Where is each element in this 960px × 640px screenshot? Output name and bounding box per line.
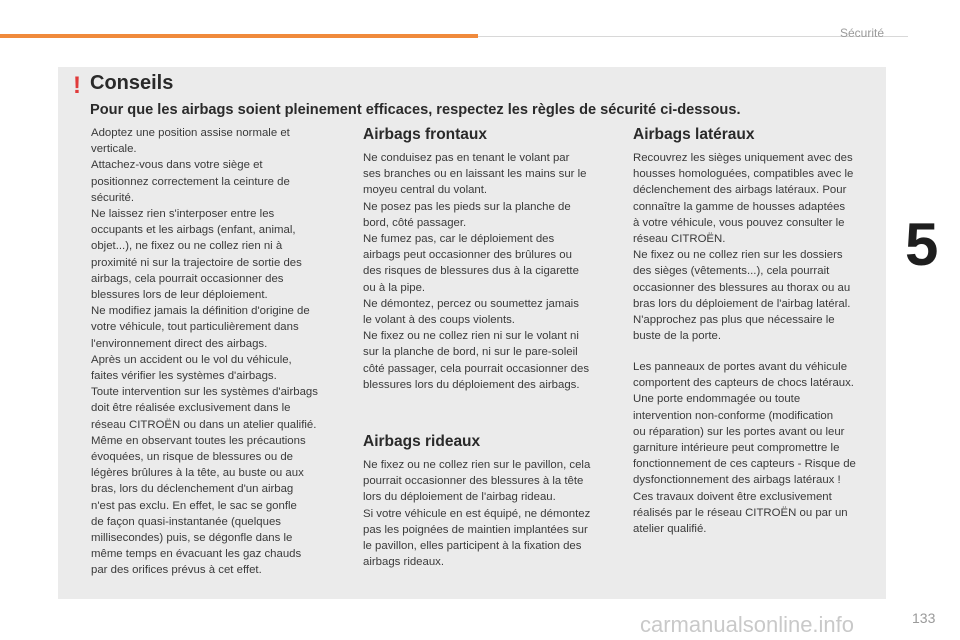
text-line: moyeu central du volant.	[363, 184, 488, 197]
text-line: ses branches ou en laissant les mains sur le	[363, 168, 587, 181]
text-line: côté passager, cela pourrait occasionner des	[363, 362, 590, 375]
text-line: verticale.	[91, 143, 137, 156]
text-line: le pavillon, elles participent à la fixation des	[363, 540, 582, 553]
text-line: l'environnement direct des airbags.	[91, 337, 268, 350]
text-line: déclenchement des airbags latéraux. Pour	[633, 184, 847, 197]
text-line: réseau CITROËN ou dans un atelier qualifié.	[91, 418, 317, 431]
text-line: atelier qualifié.	[633, 523, 707, 536]
chapter-number: 5	[905, 211, 939, 278]
section-color-bar	[0, 34, 478, 38]
text-line: pas les poignées de maintien implantées sur	[363, 523, 588, 536]
text-line: des sièges (vêtements...), cela pourrait	[633, 265, 830, 278]
page-number: 133	[912, 610, 936, 626]
frontal-airbags-text	[363, 150, 625, 393]
text-line: réalisés par le réseau CITROËN ou par un	[633, 506, 848, 519]
text-line: sur la planche de bord, ni sur le pare-soleil	[363, 346, 578, 359]
text-line: comportent des capteurs de chocs latéraux.	[633, 377, 854, 390]
text-line: Ne démontez, percez ou soumettez jamais	[363, 297, 579, 310]
text-line: Ne fixez ou ne collez rien ni sur le volant ni	[363, 330, 579, 343]
panel-title: Conseils	[90, 72, 174, 94]
panel-subtitle: Pour que les airbags soient pleinement efficaces, respectez les règles de sécurité ci-dessous.	[90, 102, 741, 118]
text-line: proximité ni sur la trajectoire de sortie des	[91, 256, 302, 269]
text-line: Ces travaux doivent être exclusivement	[633, 490, 832, 503]
text-line: airbags peut occasionner des brûlures ou	[363, 249, 572, 262]
text-line: Ne conduisez pas en tenant le volant par	[363, 152, 570, 164]
text-line: Ne fixez ou ne collez rien sur les dossiers	[633, 249, 843, 262]
door-sensors-text	[633, 359, 883, 537]
watermark: carmanualsonline.info	[640, 612, 855, 637]
text-line: par des orifices prévus à cet effet.	[91, 564, 262, 577]
text-line: dysfonctionnement des airbags latéraux !	[633, 474, 841, 487]
text-line: ou réparation) sur les portes avant ou leur	[633, 425, 845, 438]
text-line: airbags rideaux.	[363, 556, 445, 569]
text-line: réseau CITROËN.	[633, 233, 726, 246]
text-line: positionnez correctement la ceinture de	[91, 175, 290, 188]
text-line: le volant à des coups violents.	[363, 314, 515, 327]
general-advice-text	[91, 125, 353, 579]
text-line: Adoptez une position assise normale et	[91, 127, 290, 139]
text-line: Attachez-vous dans votre siège et	[91, 159, 263, 172]
text-line: Si votre véhicule en est équipé, ne démontez	[363, 507, 591, 520]
text-line: objet...), ne fixez ou ne collez rien ni à	[91, 240, 283, 253]
text-line: Même en observant toutes les précautions	[91, 434, 306, 447]
curtain-airbags-heading: Airbags rideaux	[363, 433, 481, 450]
text-line: housses homologuées, compatibles avec le	[633, 168, 854, 181]
text-line: même temps en évacuant les gaz chauds	[91, 548, 302, 561]
text-line: bras lors du déploiement de l'airbag latéral.	[633, 297, 851, 310]
text-line: garniture intérieure peut compromettre le	[633, 442, 840, 455]
text-line: intervention non-conforme (modification	[633, 409, 834, 422]
text-line: sécurité.	[91, 191, 135, 204]
text-line: airbags, cela pourrait occasionner des	[91, 272, 284, 285]
text-line: fonctionnement de ces capteurs - Risque de	[633, 458, 856, 471]
text-line: occasionner des blessures au thorax ou au	[633, 281, 851, 294]
text-line: Ne fixez ou ne collez rien sur le pavillon, cela	[363, 459, 591, 471]
text-line: Une porte endommagée ou toute	[633, 393, 801, 406]
text-line: blessures lors de leur déploiement.	[91, 289, 268, 302]
text-line: bras, lors du déclenchement d'un airbag	[91, 483, 294, 496]
text-line: N'approchez pas plus que nécessaire le	[633, 314, 835, 327]
text-line: Ne posez pas les pieds sur la planche de	[363, 200, 571, 213]
text-line: à votre véhicule, vous pouvez consulter le	[633, 216, 845, 229]
section-title: Sécurité	[839, 26, 884, 40]
text-line: des risques de blessures dus à la cigarette	[363, 265, 579, 278]
side-airbags-heading: Airbags latéraux	[633, 126, 755, 143]
text-line: ou à la pipe.	[363, 281, 426, 294]
text-line: lors du déploiement de l'airbag rideau.	[363, 491, 556, 504]
text-line: légères brûlures à la tête, au buste ou aux	[91, 467, 304, 480]
text-line: Les panneaux de portes avant du véhicule	[633, 361, 848, 373]
text-line: doit être réalisée exclusivement dans le	[91, 402, 291, 415]
text-line: Recouvrez les sièges uniquement avec des	[633, 152, 853, 164]
text-line: buste de la porte.	[633, 330, 722, 343]
text-line: Ne fumez pas, car le déploiement des	[363, 233, 555, 246]
text-line: Après un accident ou le vol du véhicule,	[91, 353, 292, 366]
text-line: Ne modifiez jamais la définition d'origine de	[91, 305, 310, 318]
exclamation-icon: !	[73, 72, 81, 99]
text-line: blessures lors du déploiement des airbags.	[363, 378, 580, 391]
curtain-airbags-text	[363, 457, 625, 570]
text-line: votre véhicule, tout particulièrement dans	[91, 321, 299, 334]
text-line: de façon quasi-instantanée (quelques	[91, 515, 281, 528]
side-airbags-text	[633, 150, 883, 344]
text-line: évoquées, un risque de blessures ou de	[91, 451, 294, 464]
text-line: faites vérifier les systèmes d'airbags.	[91, 370, 277, 383]
text-line: Ne laissez rien s'interposer entre les	[91, 208, 275, 221]
text-line: n'est pas exclu. En effet, le sac se gonfle	[91, 499, 297, 512]
text-line: millisecondes) puis, se dégonfle dans le	[91, 532, 293, 545]
frontal-airbags-heading: Airbags frontaux	[363, 126, 488, 143]
text-line: pourrait occasionner des blessures à la tête	[363, 475, 584, 488]
text-line: connaître la gamme de housses adaptées	[633, 200, 846, 213]
text-line: occupants et les airbags (enfant, animal,	[91, 224, 296, 237]
text-line: bord, côté passager.	[363, 216, 467, 229]
text-line: Toute intervention sur les systèmes d'airbags	[91, 386, 318, 399]
